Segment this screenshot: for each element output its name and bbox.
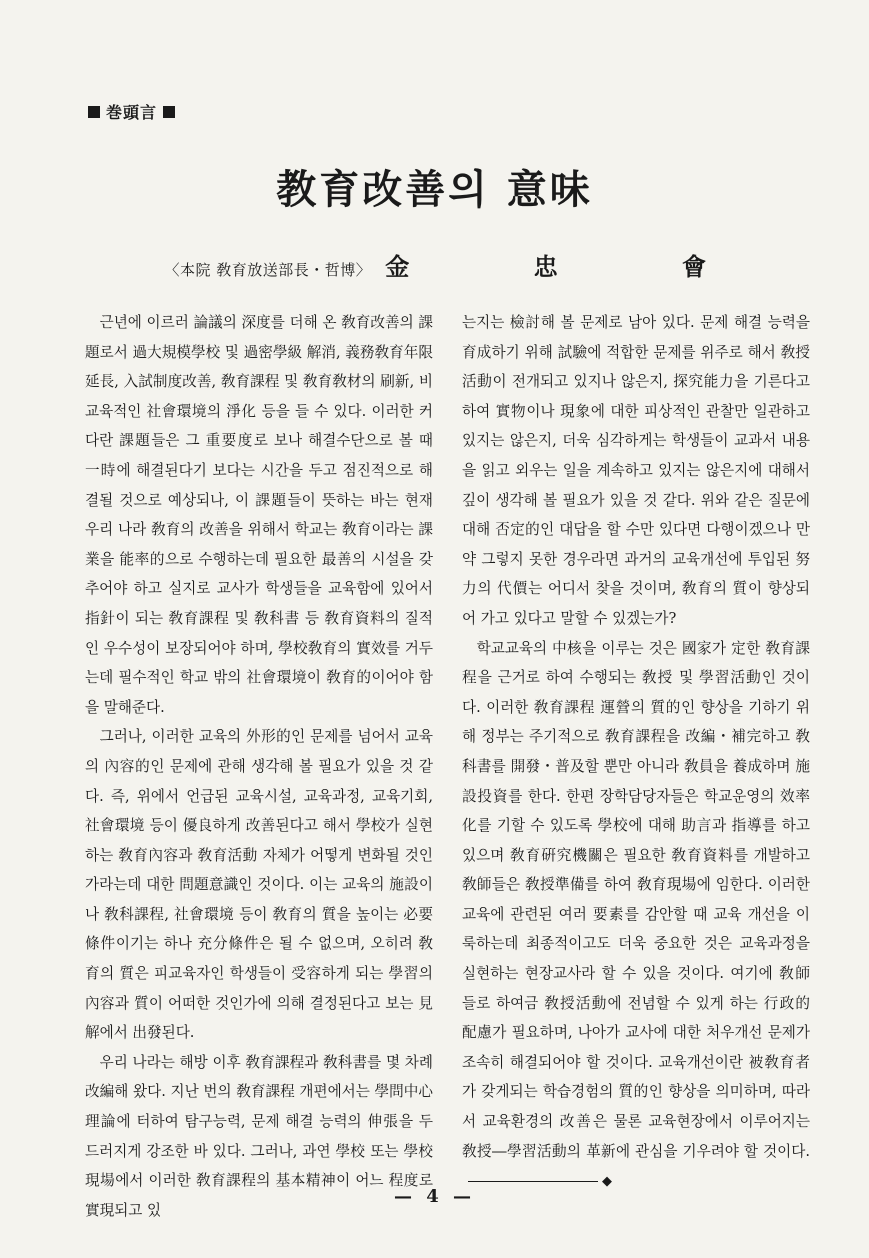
- end-rule: [468, 1181, 598, 1182]
- paragraph-last: [462, 634, 810, 1197]
- right-column: [462, 308, 810, 1197]
- byline: [165, 247, 765, 282]
- section-label: 巻頭言: [106, 103, 158, 122]
- paragraph: 우리 나라는 해방 이후 敎育課程과 敎科書를 몇 차례 改編해 왔다. 지난 번의 敎育課程 개편에서는 學問中心理論에 터하여 탐구능력, 문제 해결 능력의 伸張을 두드러지게 강조한 바 있다. 그러나, 과연 學校 또는 學校現場에서 이러한 敎育課程의 基本精神이 어느 程度로 實現되고 있: [85, 1053, 433, 1219]
- paragraph: 는지는 檢討해 볼 문제로 남아 있다. 문제 해결 능력을 育成하기 위해 試驗에 적합한 문제를 위주로 해서 敎授活動이 전개되고 있지나 않은지, 探究能力을 기른다고 하여 實物이나 現象에 대한 피상적인 관찰만 일관하고 있지는 않은지, 더욱 심각하게는 학생들이 교과서 내용을 읽고 외우는 일을 계속하고 있지는 않은지에 대해서 깊이 생각해 볼 필요가 있을 것 같다. 위와 같은 질문에 대해 否定的인 대답을 할 수만 있다면 다행이겠으나 만약 그렇지 못한 경우라면 과거의 교육개선에 투입된 努力의 代價는 어디서 찾을 것이며, 敎育의 質이 향상되어 가고 있다고 말할 수 있겠는가?: [462, 314, 810, 627]
- square-bullet-icon: [163, 106, 175, 118]
- paragraph: 그러나, 이러한 교육의 外形的인 문제를 넘어서 교육의 內容的인 문제에 관해 생각해 볼 필요가 있을 것 같다. 즉, 위에서 언급된 교육시설, 교육과정, 교육기회, 社會環境 등이 優良하게 改善된다고 해서 學校가 실현하는 敎育內容과 敎育活動 자체가 어떻게 변화될 것인가라는데 대한 問題意識인 것이다. 이는 교육의 施設이나 敎科課程, 社會環境 등이 敎育의 質을 높이는 必要條件이기는 하나 充分條件은 될 수 없으며, 오히려 敎育의 質은 피교육자인 학생들이 受容하게 되는 學習의 內容과 質이 어떠한 것인가에 의해 결정된다고 보는 見解에서 出發된다.: [85, 728, 433, 1042]
- paragraph-text: 학교교육의 中核을 이루는 것은 國家가 定한 敎育課程을 근거로 하여 수행되는 敎授 및 學習活動인 것이다. 이러한 敎育課程 運營의 質的인 향상을 기하기 위해 정부는 주기적으로 敎育課程을 改編・補完하고 敎科書를 開發・普及할 뿐만 아니라 敎員을 養成하며 施設投資를 한다. 한편 장학담당자들은 학교운영의 效率化를 기할 수 있도록 學校에 대해 助言과 指導를 하고 있으며 敎育硏究機關은 필요한 敎育資料를 개발하고 敎師들은 敎授準備를 하여 敎育現場에 임한다. 이러한 교육에 관련된 여러 要素를 감안할 때 교육 개선을 이룩하는데 최종적이고도 더욱 중요한 것은 교육과정을 실현하는 현장교사라 할 수 있을 것이다. 여기에 敎師들로 하여금 敎授活動에 전념할 수 있게 하는 行政的 配慮가 필요하며, 나아가 교사에 대한 처우개선 문제가 조속히 해결되어야 할 것이다. 교육개선이란 被敎育者가 갖게되는 학습경험의 質的인 향상을 의미하며, 따라서 교육환경의 改善은 물론 교육현장에서 이루어지는 敎授―學習活動의 革新에 관심을 기우려야 할 것이다.: [462, 639, 810, 1160]
- square-bullet-icon: [88, 106, 100, 118]
- paragraph: 근년에 이르러 論議의 深度를 더해 온 敎育改善의 課題로서 過大規模學校 및 過密學級 解消, 義務敎育年限延長, 入試制度改善, 敎育課程 및 敎育敎材의 刷新, 비교육적인 社會環境의 淨化 등을 들 수 있다. 이러한 커다란 課題들은 그 重要度로 보나 해결수단으로 볼 때 一時에 해결된다기 보다는 시간을 두고 점진적으로 해결될 것으로 예상되나, 이 課題들이 뜻하는 바는 현재 우리 나라 敎育의 改善을 위해서 학교는 敎育이라는 課業을 能率的으로 수행하는데 필요한 最善의 시설을 갖추어야 하고 실지로 교사가 학생들을 교육함에 있어서 指針이 되는 敎育課程 및 敎科書 등 敎育資料의 질적인 우수성이 보장되어야 하며, 學校敎育의 實效를 거두는데 필수적인 학교 밖의 社會環境이 敎育的이어야 함을 말해준다.: [85, 314, 433, 716]
- author-affiliation: 〈本院 敎育放送部長・哲博〉: [164, 261, 372, 279]
- page-number: — 4 —: [393, 1186, 476, 1207]
- article-title: 教育改善의 意味: [276, 166, 593, 213]
- author-name: 金 忠 會: [385, 252, 764, 281]
- left-column: [85, 308, 433, 1225]
- section-tag: [88, 100, 175, 123]
- end-diamond-icon: ◆: [602, 1174, 612, 1190]
